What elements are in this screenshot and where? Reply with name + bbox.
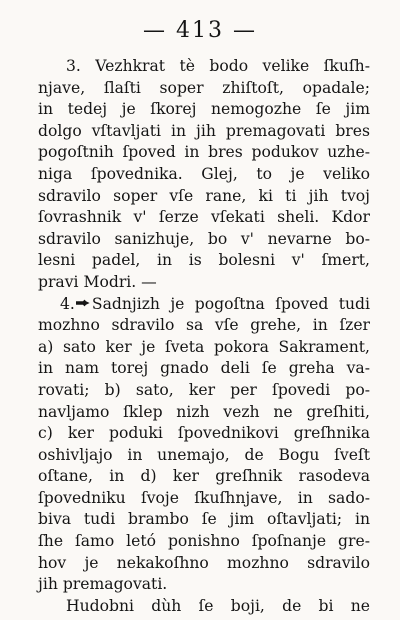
text-line [38, 294, 370, 316]
text-line: biva tudi brambo ſe jim oſtavljati; in [38, 510, 370, 529]
text-line: njave, ſlaſti soper zhiſtoſt, opadale; [38, 78, 370, 97]
text-line: sdravilo sanizhuje, bo v' nevarne bo- [38, 229, 370, 248]
paragraph-3 [38, 56, 370, 294]
text-line: Hudobni dùh ſe boji, de bi ne [66, 596, 370, 615]
pointing-hand-icon [76, 299, 90, 307]
text-line: c) ker poduki ſpovednikovi greſhnika [38, 424, 370, 443]
text-line: ſpovedniku ſvoje ſkuſhnjave, in sado- [38, 488, 370, 507]
text-line-content: Sadnjizh je pogoſtna ſpoved tudi [91, 294, 370, 313]
text-line: dolgo vſtavljati in jih premagovati bres [38, 121, 370, 140]
text-line: 3. Vezhkrat tè bodo velike ſkuſh- [66, 57, 370, 75]
page-number: — 413 — [143, 18, 257, 43]
text-line: rovati; b) sato, ker per ſpovedi po- [38, 380, 370, 399]
text-line: a) sato ker je ſveta pokora Sakrament, [38, 337, 370, 356]
text-line: in nam torej gnado deli ſe greha va- [38, 359, 370, 378]
paragraph-5 [38, 596, 370, 618]
text-line: hov je nekakoſhno mozhno sdravilo [38, 553, 370, 572]
text-line: oshivljajo in unemajo, de Bogu ſveſt [38, 445, 370, 464]
text-line: navljamo ſklep nizh vezh ne greſhiti, [38, 402, 370, 421]
text-line: jih premagovati. [38, 575, 168, 594]
text-line: oſtane, in d) ker greſhnik rasodeva [38, 467, 370, 486]
text-line: ſhe ſamo letó ponishno ſpoſnanje gre- [38, 532, 370, 551]
text-line: mozhno sdravilo sa vſe grehe, in ſzer [38, 316, 370, 335]
paragraph-4 [38, 294, 370, 596]
text-line: pravi Modri. — [38, 272, 157, 291]
text-line: in tedej je ſkorej nemogozhe ſe jim [38, 100, 370, 119]
text-line: sdravilo soper vſe rane, ki ti jih tvoj [38, 186, 370, 205]
body-text [38, 56, 370, 617]
paragraph-number: 4. [60, 294, 75, 313]
text-line: ſovrashnik v' ſerze vſekati sheli. Kdor [38, 208, 370, 227]
text-line: niga ſpovednika. Glej, to je veliko [38, 164, 370, 183]
text-line: lesni padel, in is bolesni v' ſmert, [38, 251, 370, 270]
text-line: pogoſtnih ſpoved in bres podukov uzhe- [38, 143, 370, 162]
